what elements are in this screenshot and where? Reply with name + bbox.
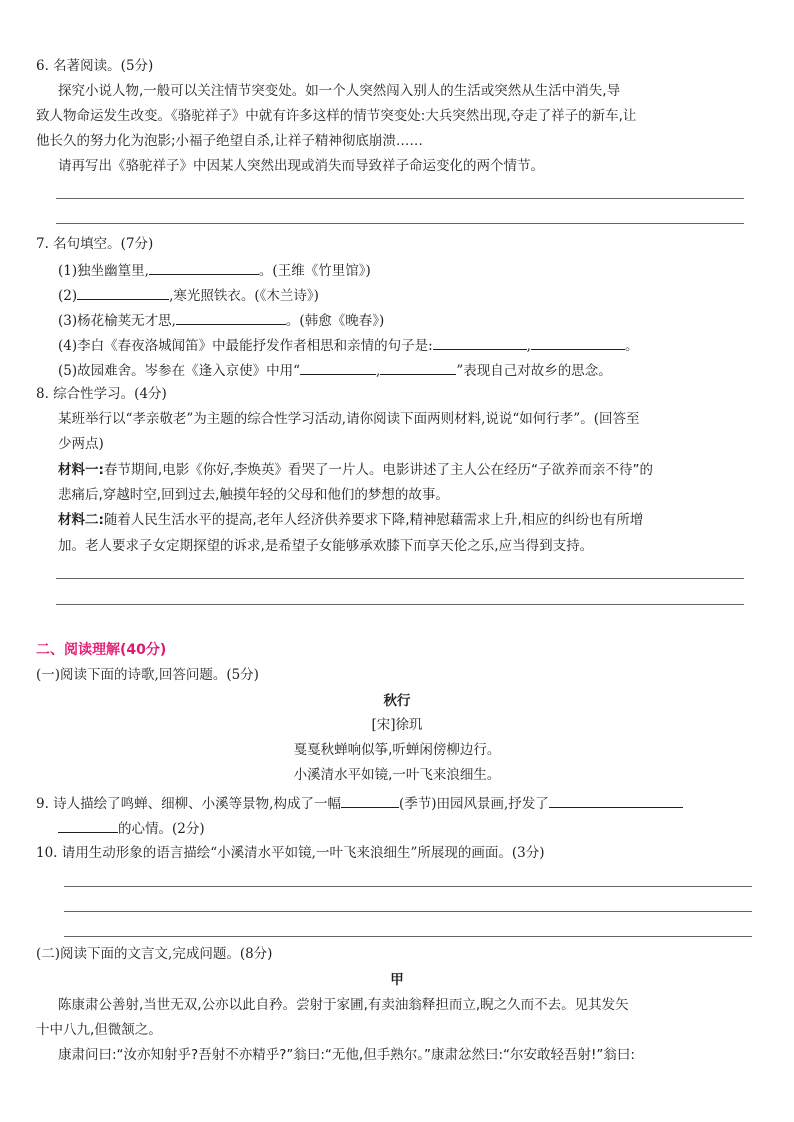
passage-label: 甲 [390, 972, 404, 988]
q7-item-1: (1)独坐幽篁里, 。(王维《竹里馆》) [58, 260, 371, 280]
q7-item-3: (3)杨花榆荚无才思, 。(韩愈《晚春》) [58, 310, 384, 330]
q7-item-5: (5)故园难舍。岑参在《逢入京使》中用“ , ”表现自己对故乡的思念。 [58, 360, 612, 380]
fill-blank[interactable] [77, 285, 169, 300]
answer-line[interactable] [64, 911, 752, 912]
fill-blank[interactable] [58, 818, 118, 833]
fill-blank[interactable] [549, 793, 683, 808]
q8-title: 8. 综合性学习。(4分) [36, 386, 167, 402]
poem-title: 秋行 [383, 693, 411, 709]
poem-author: [宋]徐玑 [371, 717, 423, 733]
section-title: 二、阅读理解(40分) [36, 642, 167, 658]
poem-line: 戛戛秋蝉响似筝,听蝉闲傍柳边行。 [293, 742, 501, 758]
q7-item-4: (4)李白《春夜洛城闻笛》中最能抒发作者相思和亲情的句子是: , 。 [58, 335, 638, 355]
part-1-instruction: (一)阅读下面的诗歌,回答问题。(5分) [36, 667, 259, 683]
q6-paragraph-line: 致人物命运发生改变。《骆驼祥子》中就有许多这样的情节突变处:大兵突然出现,夺走了祥子的新车,让 [36, 108, 637, 124]
answer-line[interactable] [64, 936, 752, 937]
passage-line: 十中八九,但微颔之。 [36, 1022, 162, 1038]
q8-material-1-cont: 悲痛后,穿越时空,回到过去,触摸年轻的父母和他们的梦想的故事。 [58, 487, 449, 503]
fill-blank[interactable] [341, 793, 399, 808]
answer-line[interactable] [56, 578, 744, 579]
q6-paragraph-line: 探究小说人物,一般可以关注情节突变处。如一个人突然闯入别人的生活或突然从生活中消失,导 [58, 83, 621, 99]
fill-blank[interactable] [300, 360, 376, 375]
fill-blank[interactable] [531, 335, 625, 350]
q9-line: 9. 诗人描绘了鸣蝉、细柳、小溪等景物,构成了一幅 (季节)田园风景画,抒发了 [36, 793, 683, 813]
fill-blank[interactable] [149, 260, 259, 275]
q6-prompt: 请再写出《骆驼祥子》中因某人突然出现或消失而导致祥子命运变化的两个情节。 [58, 158, 544, 174]
poem-line: 小溪清水平如镜,一叶飞来浪细生。 [293, 767, 501, 783]
answer-line[interactable] [64, 886, 752, 887]
q8-prompt-line: 少两点) [58, 436, 104, 452]
part-2-instruction: (二)阅读下面的文言文,完成问题。(8分) [36, 946, 273, 962]
q7-item-2: (2) ,寒光照铁衣。(《木兰诗》) [58, 285, 319, 305]
q8-material-1: 材料一:春节期间,电影《你好,李焕英》看哭了一片人。电影讲述了主人公在经历“子欲养而亲不待”的 [58, 462, 653, 478]
fill-blank[interactable] [380, 360, 456, 375]
q6-title: 6. 名著阅读。(5分) [36, 58, 154, 74]
answer-line[interactable] [56, 604, 744, 605]
passage-line: 康肃问曰:“汝亦知射乎?吾射不亦精乎?”翁曰:“无他,但手熟尔。”康肃忿然曰:“尔安敢轻吾射!”翁曰: [58, 1047, 635, 1063]
q10-prompt: 10. 请用生动形象的语言描绘“小溪清水平如镜,一叶飞来浪细生”所展现的画面。(3分) [36, 845, 545, 861]
q8-material-2-cont: 加。老人要求子女定期探望的诉求,是希望子女能够承欢膝下而享天伦之乐,应当得到支持。 [58, 538, 594, 554]
answer-line[interactable] [56, 223, 744, 224]
fill-blank[interactable] [176, 310, 286, 325]
fill-blank[interactable] [433, 335, 527, 350]
q7-title: 7. 名句填空。(7分) [36, 236, 154, 252]
q9-line-cont: 的心情。(2分) [58, 818, 205, 838]
q6-paragraph-line: 他长久的努力化为泡影;小福子绝望自杀,让祥子精神彻底崩溃…… [36, 133, 423, 149]
q8-prompt-line: 某班举行以“孝亲敬老”为主题的综合性学习活动,请你阅读下面两则材料,说说“如何行孝”。(回答至 [58, 411, 640, 427]
passage-line: 陈康肃公善射,当世无双,公亦以此自矜。尝射于家圃,有卖油翁释担而立,睨之久而不去。见其发矢 [58, 997, 629, 1013]
q8-material-2: 材料二:随着人民生活水平的提高,老年人经济供养要求下降,精神慰藉需求上升,相应的纠纷也有所增 [58, 512, 644, 528]
answer-line[interactable] [56, 198, 744, 199]
